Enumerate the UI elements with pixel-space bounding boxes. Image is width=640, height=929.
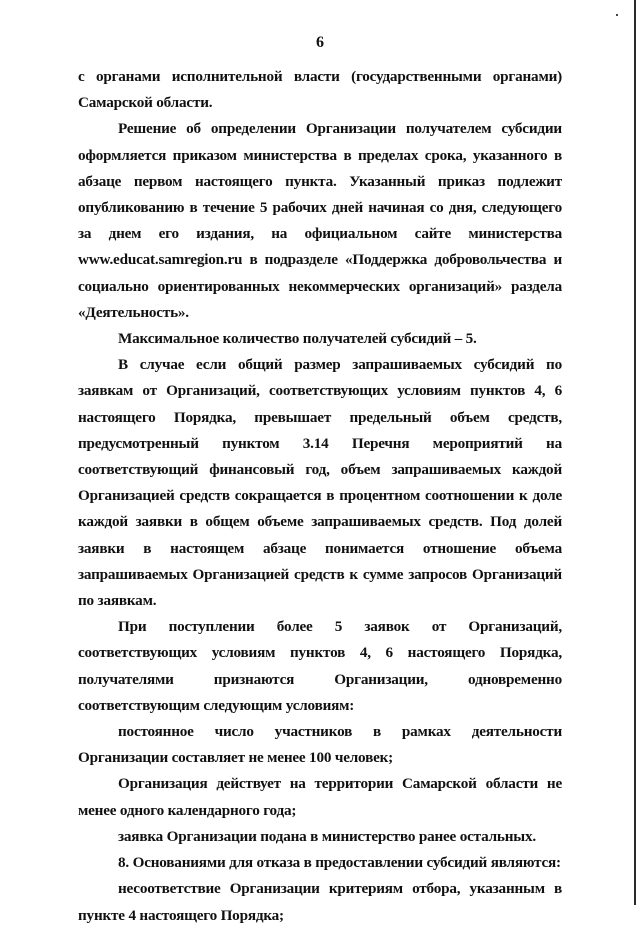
scan-speck	[616, 14, 618, 16]
paragraph-decision: Решение об определении Организации получателем субсидии оформляется приказом министерства в пределах срока, указанного в абзаце первом настоящего пункта. Указанный приказ подлежит опубликованию в течение 5 рабочих дней начиная со дня, следующего за днем его издания, на официальном сайте министерства www.educat.samregion.ru в подразделе «Поддержка добровольчества и социально ориентированных некоммерческих организаций» раздела «Деятельность».	[78, 120, 562, 321]
page-number: 6	[316, 34, 324, 51]
paragraph-condition-participants: постоянное число участников в рамках деятельности Организации составляет не менее 100 человек;	[78, 723, 562, 767]
paragraph-max-recipients: Максимальное количество получателей субсидий – 5.	[118, 330, 477, 348]
paragraph-refusal-criteria: несоответствие Организации критериям отбора, указанным в пункте 4 настоящего Порядка;	[78, 880, 562, 924]
paragraph-selection-conditions: При поступлении более 5 заявок от Организаций, соответствующих условиям пунктов 4, 6 настоящего Порядка, получателями признаются Организации, одновременно соответствующим следующим условиям:	[78, 618, 562, 714]
scan-edge-line	[634, 0, 636, 905]
paragraph-condition-territory: Организация действует на территории Самарской области не менее одного календарного года;	[78, 775, 562, 819]
paragraph-condition-application-order: заявка Организации подана в министерство ранее остальных.	[118, 827, 536, 845]
paragraph-proportional-reduction: В случае если общий размер запрашиваемых субсидий по заявкам от Организаций, соответствующих условиям пунктов 4, 6 настоящего Порядка, превышает предельный объем средств, предусмотренный пунктом 3.14 Перечня мероприятий на соответствующий финансовый год, объем запрашиваемых каждой Организацией средств сокращается в процентном соотношении к доле каждой заявки в общем объеме запрашиваемых средств. Под долей заявки в настоящем абзаце понимается отношение объема запрашиваемых Организацией средств к сумме запросов Организаций по заявкам.	[78, 356, 562, 610]
paragraph-refusal-grounds: 8. Основаниями для отказа в предоставлении субсидий являются:	[118, 854, 561, 872]
paragraph-continuation: с органами исполнительной власти (государственными органами) Самарской области.	[78, 68, 562, 112]
body-text	[78, 64, 562, 929]
